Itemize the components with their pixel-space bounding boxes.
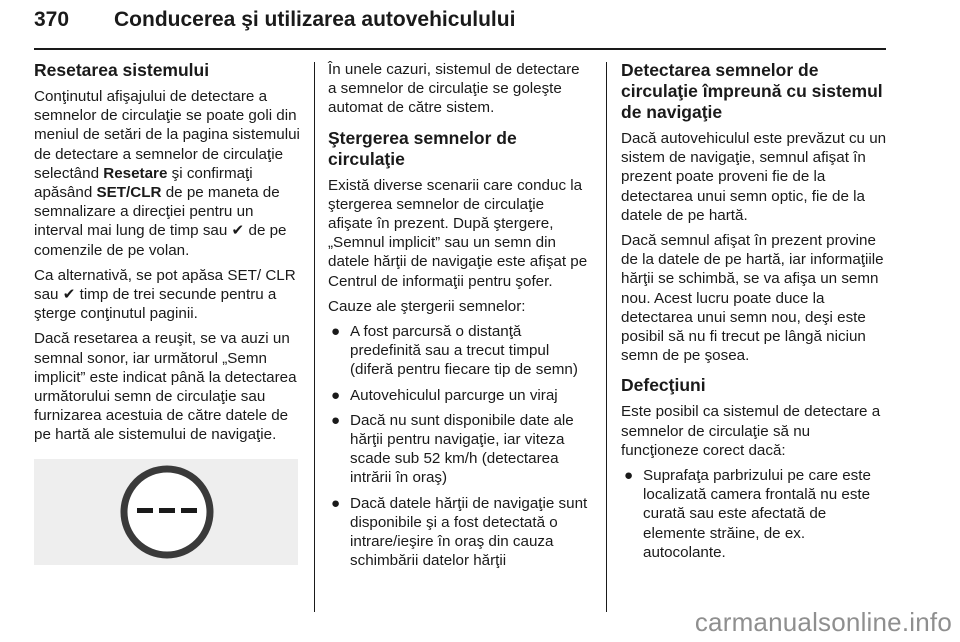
list-item: ● Suprafaţa parbrizului pe care este localizată camera frontală nu este curată sau este afectată de elemente străine, de ex. autocolante. xyxy=(624,467,871,561)
set-clr-label: SET/CLR xyxy=(96,184,162,202)
bullet-icon: ● xyxy=(624,467,634,485)
page-title: Conducerea şi utilizarea autovehiculului xyxy=(114,8,516,31)
list-item: ● Dacă datele hărţii de navigaţie sunt disponibile şi a fost detectată o intrare/ieşire în oraş din cauza schimbării datelor hărţii xyxy=(331,494,588,570)
bullet-icon: ● xyxy=(331,411,341,429)
page-number: 370 xyxy=(34,8,70,31)
column-left xyxy=(34,60,302,565)
section-heading-navigation: Detectarea semnelor de circulaţie împreună cu sistemul de navigaţie xyxy=(621,60,883,122)
paragraph-alternative: Ca alternativă, se pot apăsa SET/ CLR sau ✔ timp de trei secunde pentru a şterge conţinutul paginii. xyxy=(34,266,296,323)
header-rule xyxy=(34,48,886,50)
list-item: ● A fost parcursă o distanţă predefinită sau a trecut timpul (diferă pentru fiecare tip de semn) xyxy=(331,323,578,379)
faults-list xyxy=(621,466,889,562)
bullet-icon: ● xyxy=(331,386,341,404)
section-heading-reset: Resetarea sistemului xyxy=(34,60,210,80)
paragraph-nav-map-change: Dacă semnul afişat în prezent provine de la datele de pe hartă, iar informaţiile hărţii se schimbă, se va afişa un semn nou. Acest lucru poate duce la detectarea unui semn nou, deşi este posibil să nu fi trecut pe lângă niciun semn de pe şosea. xyxy=(621,232,884,365)
section-heading-clear: Ştergerea semnelor de circulaţie xyxy=(328,127,517,169)
section-heading-faults: Defecţiuni xyxy=(621,375,706,396)
bullet-icon: ● xyxy=(331,494,341,512)
column-middle xyxy=(328,60,592,576)
paragraph-causes: Cauze ale ştergerii semnelor: xyxy=(328,297,526,315)
default-sign-image xyxy=(34,459,298,565)
watermark: carmanualsonline.info xyxy=(694,607,952,637)
paragraph-faults: Este posibil ca sistemul de detectare a semnelor de circulaţie să nu funcţioneze corect dacă: xyxy=(621,403,881,459)
paragraph-auto-clear: În unele cazuri, sistemul de detectare a semnelor de circulaţie se goleşte automat de către sistem. xyxy=(328,61,580,117)
causes-list xyxy=(328,322,592,570)
check-icon: ✔ xyxy=(231,222,245,240)
list-item: ● Autovehiculul parcurge un viraj xyxy=(331,386,558,404)
column-divider-left xyxy=(314,62,315,612)
list-item: ● Dacă nu sunt disponibile date ale hărţii pentru navigaţie, iar viteza scade sub 52 km/h (detectarea intrării în oraş) xyxy=(331,411,574,487)
bullet-icon: ● xyxy=(331,323,341,341)
paragraph-reset-result: Dacă resetarea a reuşit, se va auzi un semnal sonor, iar următorul „Semn implicit” este indicat până la detectarea următorului semn de circulaţie sau furnizarea acestuia de către datele de pe hartă ale sistemului de navigaţie. xyxy=(34,330,297,444)
default-sign-icon xyxy=(118,463,216,561)
paragraph-nav-source: Dacă autovehiculul este prevăzut cu un sistem de navigaţie, semnul afişat în prezent poate proveni fie de la detectarea unui semn optic, fie de la datele de pe hartă. xyxy=(621,130,887,224)
column-right xyxy=(621,60,889,568)
reset-label: Resetare xyxy=(103,164,168,182)
column-divider-right xyxy=(606,62,607,612)
paragraph-clear-scenarios: Există diverse scenarii care conduc la ştergerea semnelor de circulaţie afişate în prezent. După ştergere, „Semnul implicit” sau un semn din datele hărţii de navigaţie este afişat pe Centrul de informaţii pentru şofer. xyxy=(328,176,588,290)
page-header xyxy=(34,4,886,44)
paragraph-reset-instructions: Conţinutul afişajului de detectare a semnelor de circulaţie se poate goli din meniul de setări de la pagina sistemului de detectare a semnelor de circulaţie selectând Resetare şi confirmaţi apăsând SET/CLR de pe maneta de semnalizare a direcţiei pentru un interval mai lung de timp sau ✔ de pe comenzile de pe volan. xyxy=(34,88,300,259)
